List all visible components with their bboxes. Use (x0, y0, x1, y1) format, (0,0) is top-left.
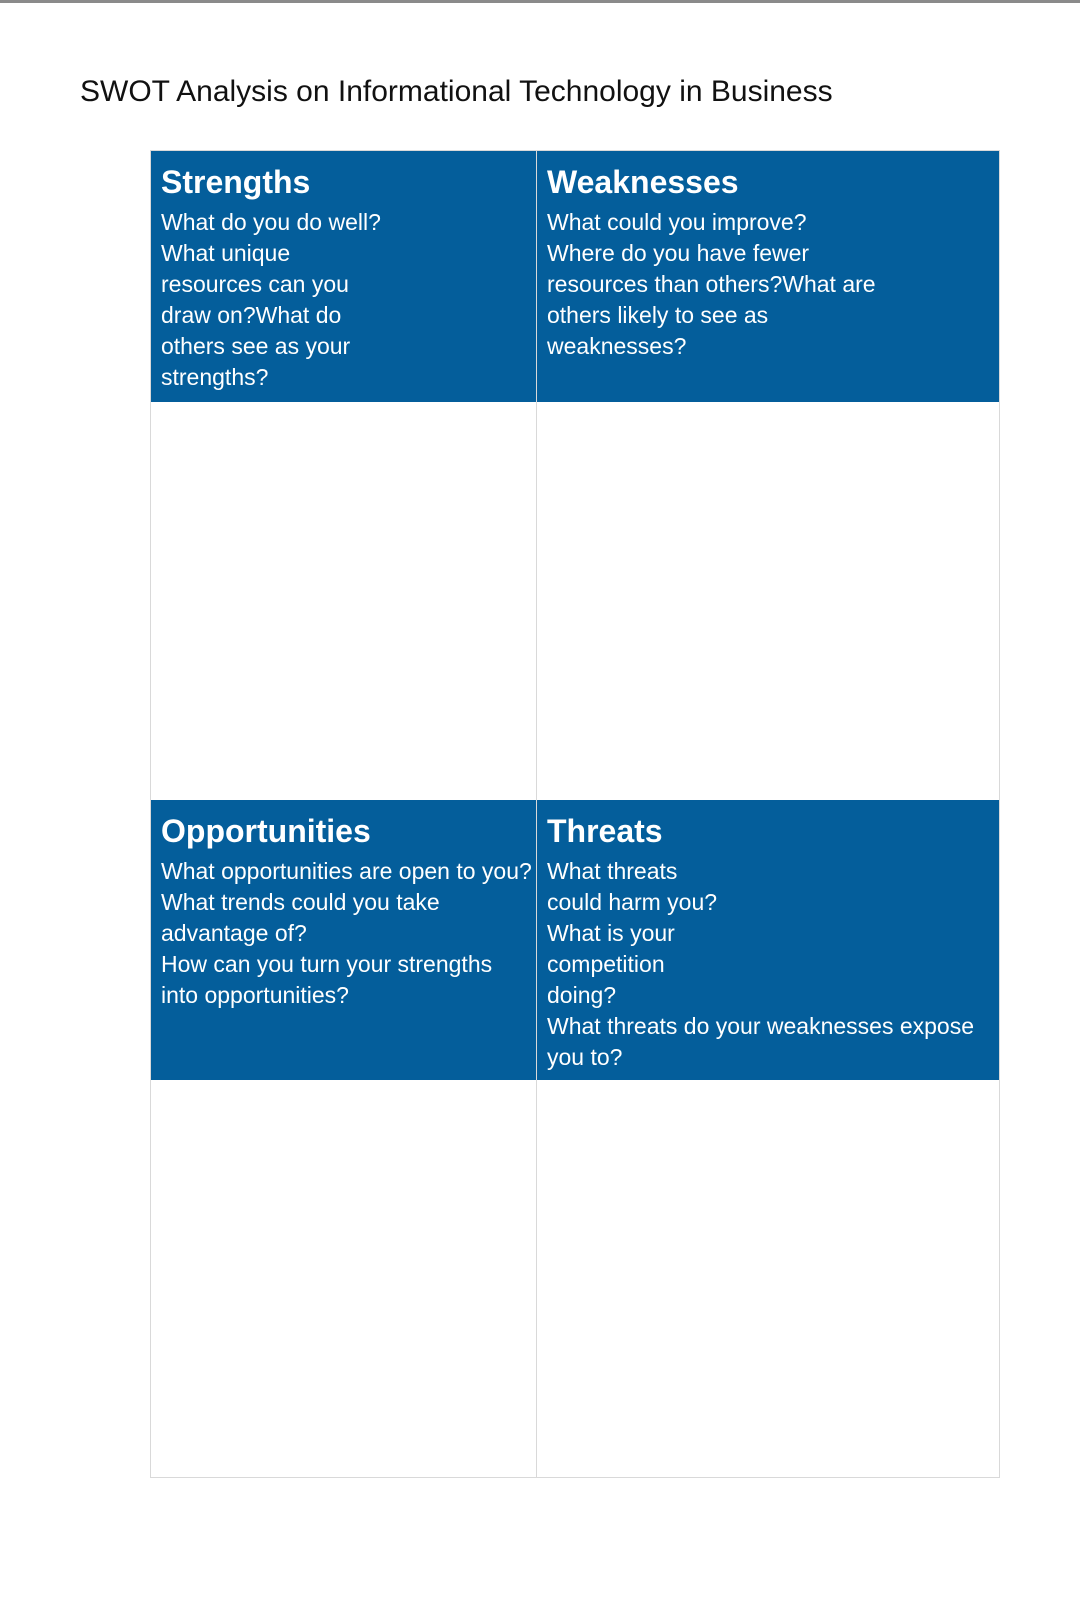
weaknesses-heading: Weaknesses (547, 164, 739, 200)
top-divider (0, 0, 1080, 3)
strengths-heading: Strengths (161, 164, 311, 200)
strengths-prompt: What do you do well? What unique resources can you draw on?What do others see as your strengths? (161, 209, 381, 390)
threats-header (537, 800, 999, 1080)
opportunities-content-cell[interactable] (151, 1080, 536, 1477)
weaknesses-header (537, 151, 999, 402)
opportunities-prompt: What opportunities are open to you? What trends could you take advantage of? How can you turn your strengths into opportunities? (161, 858, 532, 1008)
threats-content-cell[interactable] (537, 1080, 999, 1477)
threats-prompt: What threats could harm you? What is your competition doing? What threats do your weaknesses expose you to? (547, 858, 975, 1070)
strengths-content-cell[interactable] (151, 402, 536, 800)
swot-table (150, 150, 1000, 1478)
document-title: SWOT Analysis on Informational Technology in Business (80, 75, 833, 108)
opportunities-header (151, 800, 536, 1080)
threats-heading: Threats (547, 813, 663, 849)
opportunities-heading: Opportunities (161, 813, 371, 849)
weaknesses-prompt: What could you improve? Where do you have fewer resources than others?What are others likely to see as weaknesses? (547, 209, 876, 359)
weaknesses-content-cell[interactable] (537, 402, 999, 800)
strengths-header (151, 151, 536, 402)
